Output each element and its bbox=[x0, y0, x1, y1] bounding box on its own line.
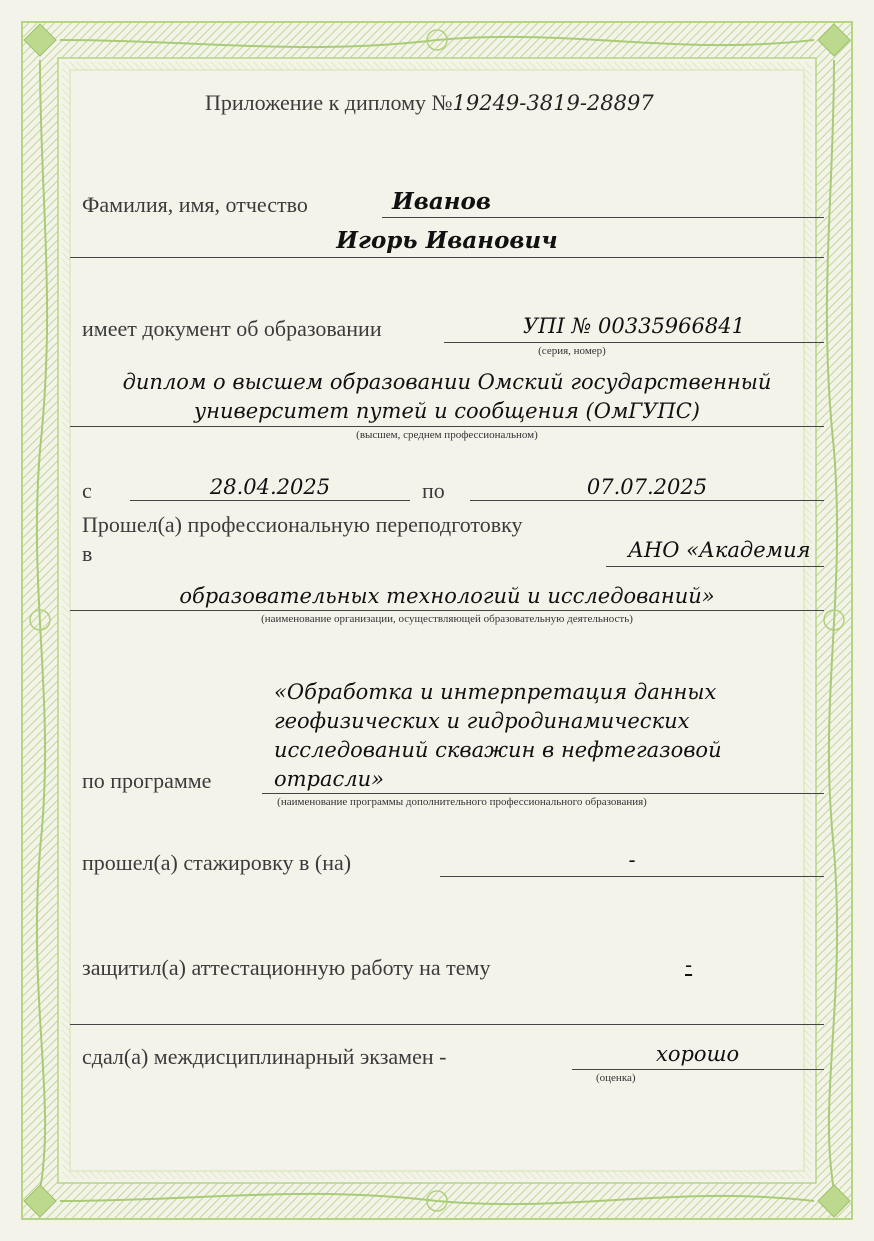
period-to-underline bbox=[470, 500, 824, 501]
education-doc-number-underline bbox=[444, 342, 824, 343]
exam-label: сдал(а) междисциплинарный экзамен - bbox=[82, 1044, 447, 1069]
education-doc-line1: диплом о высшем образовании Омский государственный bbox=[122, 370, 772, 394]
education-doc-label: имеет документ об образовании bbox=[82, 316, 382, 341]
name-value: Игорь Иванович bbox=[336, 227, 558, 254]
retraining-org-line1-underline bbox=[606, 566, 824, 567]
period-to-value: 07.07.2025 bbox=[586, 475, 708, 499]
thesis-value: - bbox=[685, 953, 693, 977]
diploma-number: 19249-3819-28897 bbox=[452, 91, 654, 115]
title-prefix: Приложение к диплому № bbox=[205, 90, 453, 115]
program-line4: отрасли» bbox=[274, 767, 385, 791]
internship-label: прошел(а) стажировку в (на) bbox=[82, 850, 352, 875]
exam-grade-value: хорошо bbox=[656, 1042, 740, 1066]
education-doc-caption: (высшем, среднем профессиональном) bbox=[356, 429, 538, 441]
period-from-value: 28.04.2025 bbox=[209, 475, 331, 499]
program-line3: исследований скважин в нефтегазовой bbox=[274, 738, 722, 762]
education-doc-line2: университет путей и сообщения (ОмГУПС) bbox=[193, 399, 701, 423]
internship-value: - bbox=[628, 848, 636, 872]
surname-value: Иванов bbox=[392, 188, 491, 215]
thesis-underline bbox=[70, 1024, 824, 1025]
period-from-label: с bbox=[82, 478, 92, 503]
retraining-org-line2: образовательных технологий и исследований» bbox=[179, 584, 715, 608]
fio-label: Фамилия, имя, отчество bbox=[82, 192, 308, 217]
education-doc-number: УПI № 00335966841 bbox=[523, 314, 745, 338]
program-label: по программе bbox=[82, 768, 212, 793]
retraining-org-line1: АНО «Академия bbox=[628, 538, 811, 562]
retraining-in-label: в bbox=[82, 541, 93, 566]
surname-underline bbox=[382, 217, 824, 218]
retraining-label: Прошел(а) профессиональную переподготовку bbox=[82, 512, 523, 537]
retraining-org-underline bbox=[70, 610, 824, 611]
program-line2: геофизических и гидродинамических bbox=[274, 709, 690, 733]
retraining-org-caption: (наименование организации, осуществляющей образовательную деятельность) bbox=[261, 613, 633, 625]
education-doc-number-caption: (серия, номер) bbox=[538, 345, 606, 357]
education-doc-underline bbox=[70, 426, 824, 427]
internship-underline bbox=[440, 876, 824, 877]
thesis-label: защитил(а) аттестационную работу на тему bbox=[82, 955, 491, 980]
exam-caption: (оценка) bbox=[596, 1072, 636, 1084]
period-to-label: по bbox=[422, 478, 445, 503]
program-line1: «Обработка и интерпретация данных bbox=[274, 680, 717, 704]
name-underline bbox=[70, 257, 824, 258]
period-from-underline bbox=[130, 500, 410, 501]
document-title bbox=[205, 90, 654, 116]
program-underline bbox=[262, 793, 824, 794]
program-caption: (наименование программы дополнительного профессионального образования) bbox=[277, 796, 647, 808]
exam-underline bbox=[572, 1069, 824, 1070]
